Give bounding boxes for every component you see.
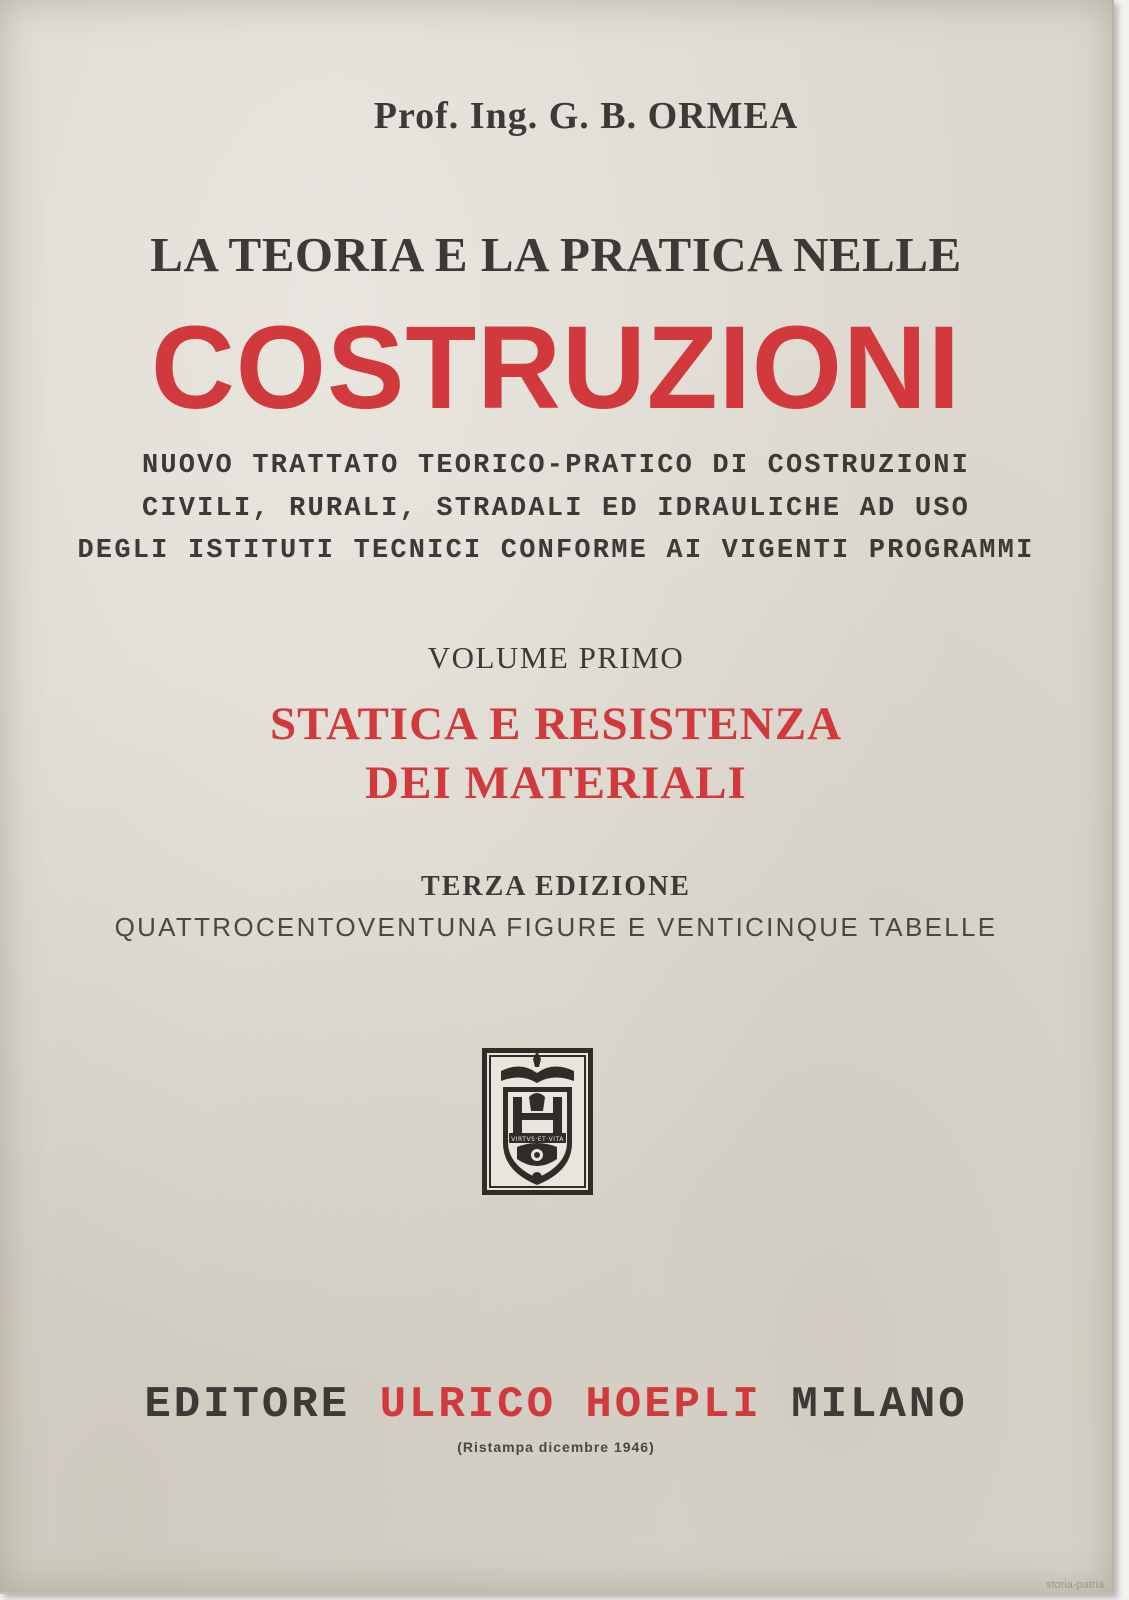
volume-title-line-2: DEI MATERIALI — [365, 757, 747, 809]
subtitle-line-3: DEGLI ISTITUTI TECNICI CONFORME AI VIGENTI PROGRAMMI — [77, 536, 1035, 566]
publisher-prefix: EDITORE — [144, 1380, 351, 1430]
watermark: storia-patria — [1046, 1579, 1105, 1591]
main-title: COSTRUZIONI — [150, 300, 962, 434]
volume-label: VOLUME PRIMO — [427, 640, 685, 675]
reprint-note: (Ristampa dicembre 1946) — [457, 1439, 655, 1455]
publisher-name: ULRICO HOEPLI — [379, 1380, 762, 1430]
subtitle-line-2: CIVILI, RURALI, STRADALI ED IDRAULICHE AD USO — [141, 494, 971, 524]
subtitle-line-1: NUOVO TRATTATO TEORICO-PRATICO DI COSTRUZIONI — [141, 451, 971, 481]
author-name: Prof. Ing. G. B. ORMEA — [373, 95, 799, 137]
volume-title-line-1: STATICA E RESISTENZA — [269, 698, 843, 750]
title-line-1: LA TEORIA E LA PRATICA NELLE — [150, 227, 962, 282]
publisher-city: MILANO — [791, 1380, 968, 1430]
figures-count: QUATTROCENTOVENTUNA FIGURE E VENTICINQUE TABELLE — [114, 912, 998, 942]
publisher-line — [0, 1380, 1112, 1430]
svg-text:VIRTVS·ET·VITA: VIRTVS·ET·VITA — [511, 1136, 564, 1143]
edition-label: TERZA EDIZIONE — [421, 871, 691, 902]
publisher-emblem-icon — [481, 1047, 594, 1196]
